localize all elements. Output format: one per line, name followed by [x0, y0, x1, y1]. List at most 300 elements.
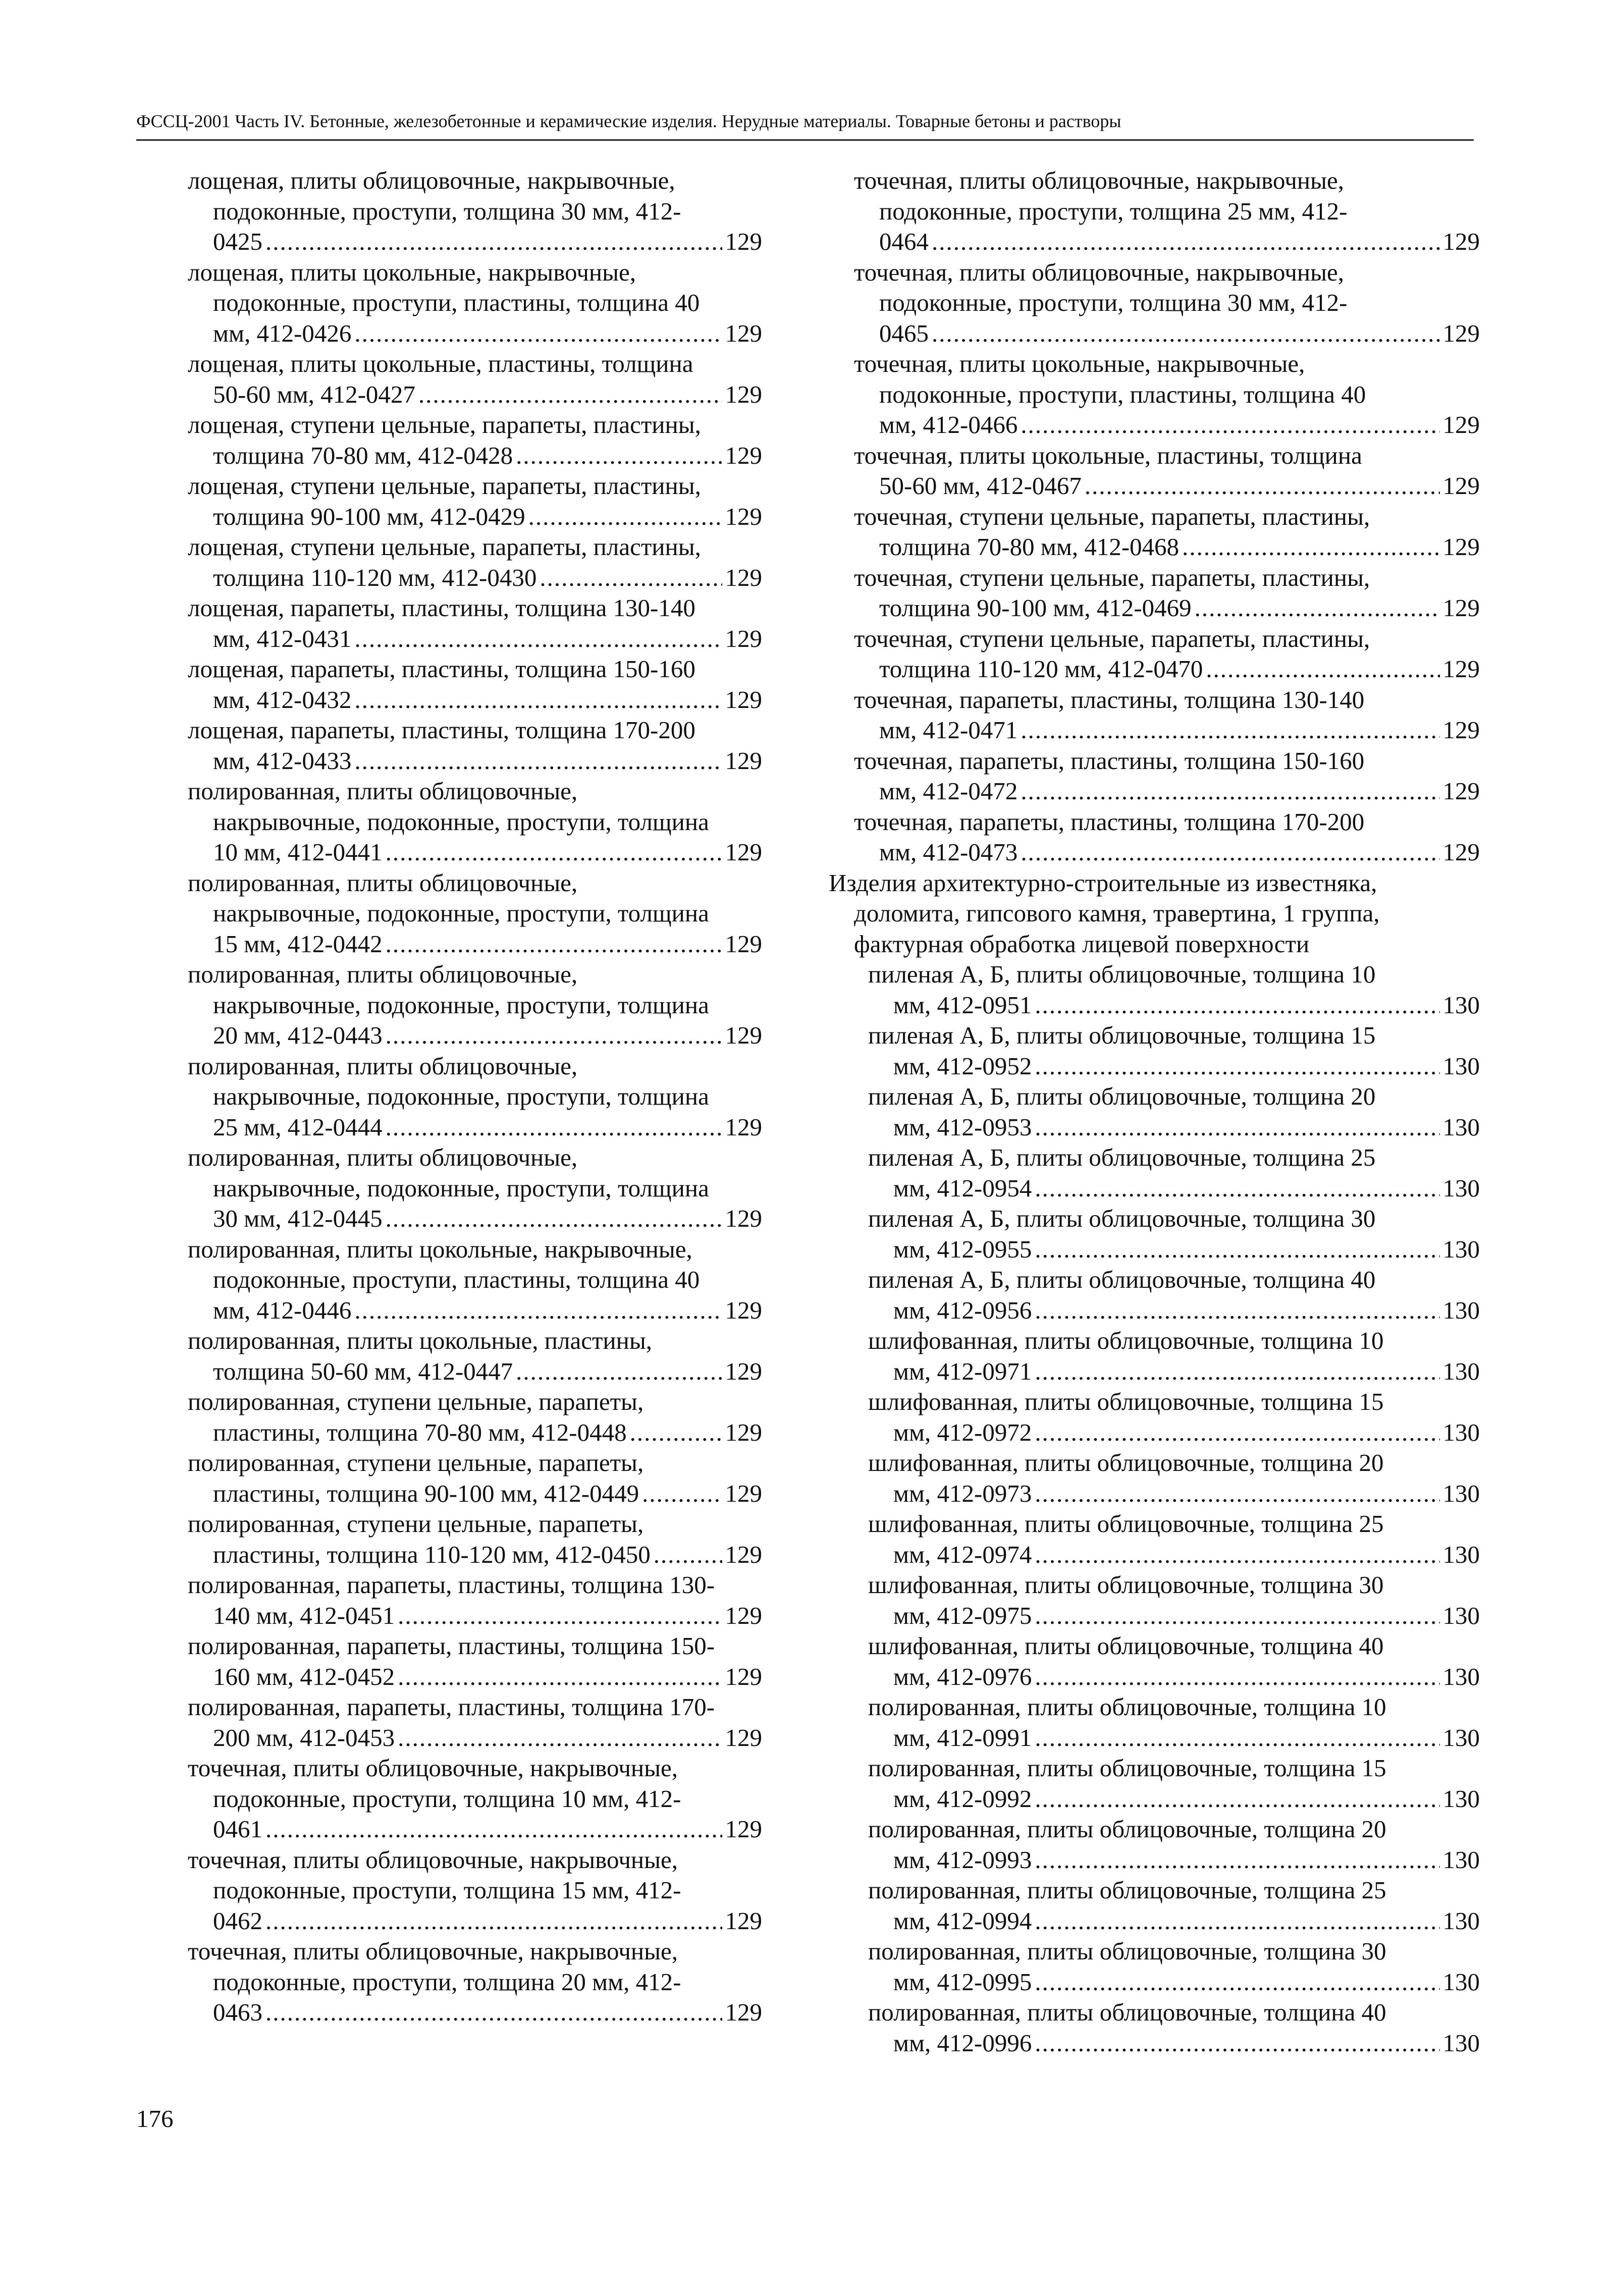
entry-page-number: 129: [725, 1662, 762, 1690]
entry-page-number: 129: [725, 1540, 762, 1568]
dot-leader: [932, 318, 1440, 349]
entry-page-number: 129: [725, 380, 762, 408]
entry-leader-line: [893, 1967, 1480, 1998]
dot-leader: [1035, 1417, 1439, 1448]
entry-page-number: 130: [1442, 1235, 1480, 1263]
dot-leader: [265, 1906, 722, 1937]
entry-leader-line: [893, 1356, 1480, 1387]
index-entry: [868, 1875, 1480, 1936]
index-entry: [188, 1509, 762, 1570]
entry-code: мм, 412-0446: [213, 1296, 352, 1324]
entry-text: шлифованная, плиты облицовочные, толщина 30: [868, 1571, 1384, 1599]
entry-page-number: 130: [1442, 1113, 1480, 1141]
entry-page-number: 129: [725, 685, 762, 714]
entry-text: полированная, плиты облицовочные, толщина 30: [868, 1937, 1386, 1965]
index-entry: [854, 257, 1480, 349]
entry-text: полированная, ступени цельные, парапеты,: [188, 1449, 644, 1477]
index-entry: [188, 1234, 762, 1326]
dot-leader: [528, 502, 722, 532]
entry-leader-line: [213, 1723, 762, 1754]
index-entry: [868, 1387, 1480, 1448]
entry-leader-line: [879, 654, 1480, 685]
entry-page-number: 130: [1442, 1601, 1480, 1629]
entry-text: точечная, плиты цокольные, пластины, толщина: [854, 441, 1362, 469]
entry-text: полированная, плиты облицовочные,: [188, 1052, 578, 1080]
entry-page-number: 129: [725, 838, 762, 866]
entry-leader-line: [893, 1784, 1480, 1815]
group-heading-line: фактурная обработка лицевой поверхности: [854, 930, 1310, 958]
entry-text: точечная, парапеты, пластины, толщина 150-160: [854, 746, 1365, 775]
dot-leader: [1035, 1784, 1439, 1815]
entry-leader-line: [879, 593, 1480, 624]
dot-leader: [1035, 1295, 1439, 1326]
entry-text: полированная, ступени цельные, парапеты,: [188, 1388, 644, 1415]
entry-leader-line: [213, 1020, 762, 1051]
dot-leader: [932, 227, 1440, 257]
entry-text: точечная, плиты облицовочные, накрывочные,: [188, 1937, 678, 1965]
entry-page-number: 130: [1442, 1662, 1480, 1690]
dot-leader: [386, 1020, 722, 1051]
entry-text: полированная, плиты цокольные, накрывочные,: [188, 1235, 692, 1263]
entry-text: пиленая А, Б, плиты облицовочные, толщина 25: [868, 1143, 1376, 1171]
index-entry: [188, 868, 762, 960]
entry-leader-line: [213, 1356, 762, 1387]
entry-page-number: 130: [1442, 1052, 1480, 1080]
entry-page-number: 129: [725, 1601, 762, 1629]
dot-leader: [354, 318, 722, 349]
dot-leader: [630, 1417, 722, 1448]
entry-page-number: 130: [1442, 1845, 1480, 1874]
entry-page-number: 129: [725, 624, 762, 652]
entry-leader-line: [893, 990, 1480, 1021]
entry-leader-line: [213, 929, 762, 960]
dot-leader: [386, 1204, 722, 1234]
entry-code: мм, 412-0472: [879, 777, 1018, 805]
entry-page-number: 129: [725, 502, 762, 530]
index-entry: [868, 1265, 1480, 1326]
entry-code: 140 мм, 412-0451: [213, 1601, 395, 1629]
entry-code: пластины, толщина 110-120 мм, 412-0450: [213, 1540, 651, 1568]
entry-text: подоконные, проступи, толщина 20 мм, 412-: [213, 1967, 681, 1996]
index-entry: [854, 807, 1480, 868]
entry-code: 0463: [213, 1998, 262, 2026]
dot-leader: [1035, 1601, 1439, 1631]
entry-page-number: 130: [1442, 1174, 1480, 1202]
entry-leader-line: [213, 1540, 762, 1570]
index-entry: [868, 1020, 1480, 1081]
entry-text: точечная, плиты облицовочные, накрывочные,: [188, 1845, 678, 1874]
entry-leader-line: [213, 563, 762, 593]
dot-leader: [418, 379, 722, 410]
entry-text: лощеная, ступени цельные, парапеты, пластины,: [188, 411, 701, 439]
index-entry: [188, 1753, 762, 1845]
index-entry: [188, 1570, 762, 1631]
index-entry: [854, 685, 1480, 746]
dot-leader: [1206, 654, 1439, 685]
entry-leader-line: [893, 1051, 1480, 1082]
entry-leader-line: [213, 1997, 762, 2028]
entry-text: пиленая А, Б, плиты облицовочные, толщина 30: [868, 1205, 1376, 1232]
dot-leader: [354, 746, 722, 777]
group-heading: [829, 868, 1480, 960]
entry-page-number: 130: [1442, 1967, 1480, 1996]
dot-leader: [265, 1997, 722, 2028]
entry-text: шлифованная, плиты облицовочные, толщина 25: [868, 1510, 1384, 1538]
entry-code: мм, 412-0471: [879, 716, 1018, 744]
entry-code: мм, 412-0996: [893, 2029, 1032, 2057]
entry-code: мм, 412-0995: [893, 1967, 1032, 1996]
entry-leader-line: [893, 1601, 1480, 1631]
entry-text: точечная, парапеты, пластины, толщина 130-140: [854, 685, 1365, 714]
entry-code: 0425: [213, 228, 262, 255]
dot-leader: [1021, 776, 1439, 807]
entry-leader-line: [213, 227, 762, 257]
dot-leader: [1035, 1479, 1439, 1509]
entry-leader-line: [893, 1234, 1480, 1265]
right-column: [829, 166, 1480, 2058]
index-entry: [854, 563, 1480, 624]
entry-page-number: 130: [1442, 2029, 1480, 2057]
entry-text: полированная, парапеты, пластины, толщина 170-: [188, 1693, 715, 1721]
entry-text: лощеная, ступени цельные, парапеты, пластины,: [188, 533, 701, 561]
dot-leader: [398, 1662, 722, 1692]
dot-leader: [1035, 1051, 1439, 1082]
dot-leader: [398, 1723, 722, 1754]
index-entry: [188, 1631, 762, 1692]
index-entry: [188, 471, 762, 532]
index-entry: [868, 1081, 1480, 1142]
entry-page-number: 130: [1442, 991, 1480, 1019]
entry-page-number: 129: [1442, 716, 1480, 744]
index-entry: [188, 532, 762, 593]
entry-leader-line: [893, 1112, 1480, 1143]
entry-text: полированная, плиты облицовочные, толщина 10: [868, 1693, 1386, 1721]
entry-text: пиленая А, Б, плиты облицовочные, толщина 20: [868, 1082, 1376, 1110]
dot-leader: [1021, 715, 1439, 746]
entry-text: накрывочные, подоконные, проступи, толщина: [213, 1082, 709, 1110]
entry-leader-line: [213, 318, 762, 349]
dot-leader: [1035, 1356, 1439, 1387]
dot-leader: [1035, 1723, 1439, 1754]
entry-code: толщина 70-80 мм, 412-0428: [213, 441, 513, 469]
entry-leader-line: [879, 776, 1480, 807]
entry-page-number: 130: [1442, 1906, 1480, 1935]
entry-code: мм, 412-0972: [893, 1418, 1032, 1446]
dot-leader: [1035, 1540, 1439, 1570]
index-entry: [868, 1631, 1480, 1692]
entry-code: 15 мм, 412-0442: [213, 930, 383, 958]
entry-page-number: 129: [725, 930, 762, 958]
entry-code: мм, 412-0992: [893, 1784, 1032, 1813]
entry-text: точечная, плиты цокольные, накрывочные,: [854, 350, 1305, 377]
index-entry: [188, 349, 762, 410]
dot-leader: [516, 1356, 722, 1387]
entry-text: точечная, плиты облицовочные, накрывочные,: [854, 258, 1345, 286]
index-entry: [868, 1997, 1480, 2058]
entry-page-number: 129: [1442, 472, 1480, 500]
entry-code: мм, 412-0973: [893, 1479, 1032, 1507]
entry-page-number: 129: [1442, 319, 1480, 347]
entry-page-number: 129: [1442, 655, 1480, 683]
entry-text: подоконные, проступи, толщина 30 мм, 412-: [879, 289, 1348, 316]
dot-leader: [1035, 1234, 1439, 1265]
entry-text: пиленая А, Б, плиты облицовочные, толщина 10: [868, 960, 1376, 988]
running-header: ФССЦ-2001 Часть IV. Бетонные, железобетонные и керамические изделия. Нерудные материалы. Товарные бетоны и растворы: [136, 111, 1121, 131]
entry-leader-line: [213, 502, 762, 532]
entry-text: точечная, ступени цельные, парапеты, пластины,: [854, 624, 1370, 652]
index-entry: [854, 746, 1480, 807]
entry-text: полированная, плиты облицовочные, толщина 25: [868, 1876, 1386, 1904]
entry-code: толщина 70-80 мм, 412-0468: [879, 533, 1179, 561]
entry-text: точечная, плиты облицовочные, накрывочные,: [854, 167, 1345, 194]
index-entry: [854, 502, 1480, 563]
entry-text: накрывочные, подоконные, проступи, толщина: [213, 1174, 709, 1202]
entry-leader-line: [879, 715, 1480, 746]
entry-code: мм, 412-0952: [893, 1052, 1032, 1080]
entry-page-number: 129: [725, 746, 762, 775]
entry-leader-line: [213, 1601, 762, 1631]
index-entry: [188, 1142, 762, 1234]
index-entry: [868, 1570, 1480, 1631]
entry-leader-line: [213, 624, 762, 654]
entry-code: мм, 412-0955: [893, 1235, 1032, 1263]
dot-leader: [265, 227, 722, 257]
entry-page-number: 129: [725, 1021, 762, 1049]
entry-text: точечная, парапеты, пластины, толщина 170-200: [854, 807, 1365, 836]
entry-page-number: 129: [725, 1479, 762, 1507]
dot-leader: [398, 1601, 722, 1631]
entry-page-number: 130: [1442, 1784, 1480, 1813]
entry-page-number: 129: [725, 1357, 762, 1385]
dot-leader: [354, 685, 722, 716]
entry-leader-line: [893, 1540, 1480, 1570]
dot-leader: [1035, 1967, 1439, 1998]
dot-leader: [265, 1814, 722, 1845]
entry-text: полированная, плиты облицовочные,: [188, 960, 578, 988]
entry-page-number: 129: [725, 1906, 762, 1935]
index-entry: [188, 654, 762, 715]
entry-leader-line: [893, 1723, 1480, 1754]
entry-code: мм, 412-0432: [213, 685, 352, 714]
entry-code: 0462: [213, 1906, 262, 1935]
entry-code: 0464: [879, 228, 929, 255]
entry-code: мм, 412-0976: [893, 1662, 1032, 1690]
index-entry: [188, 1051, 762, 1143]
dot-leader: [1035, 1173, 1439, 1204]
entry-code: 50-60 мм, 412-0427: [213, 380, 415, 408]
entry-code: мм, 412-0954: [893, 1174, 1032, 1202]
entry-text: подоконные, проступи, толщина 25 мм, 412-: [879, 197, 1348, 225]
entry-text: подоконные, проступи, пластины, толщина 40: [213, 1266, 700, 1293]
entry-page-number: 129: [725, 1998, 762, 2026]
entry-code: мм, 412-0956: [893, 1296, 1032, 1324]
entry-page-number: 130: [1442, 1723, 1480, 1752]
index-entry: [868, 1326, 1480, 1387]
dot-leader: [1035, 2028, 1439, 2059]
entry-leader-line: [213, 685, 762, 716]
entry-text: накрывочные, подоконные, проступи, толщина: [213, 991, 709, 1019]
index-entry: [188, 410, 762, 471]
entry-code: 30 мм, 412-0445: [213, 1205, 383, 1232]
entry-text: пиленая А, Б, плиты облицовочные, толщина 15: [868, 1021, 1376, 1049]
entry-leader-line: [893, 1662, 1480, 1692]
entry-text: накрывочные, подоконные, проступи, толщина: [213, 807, 709, 836]
entry-text: подоконные, проступи, пластины, толщина 40: [879, 380, 1366, 408]
dot-leader: [354, 1295, 722, 1326]
entry-page-number: 130: [1442, 1357, 1480, 1385]
entry-text: полированная, плиты облицовочные, толщина 20: [868, 1815, 1386, 1843]
entry-code: мм, 412-0953: [893, 1113, 1032, 1141]
dot-leader: [1035, 1112, 1439, 1143]
entry-leader-line: [879, 410, 1480, 441]
entry-page-number: 130: [1442, 1540, 1480, 1568]
dot-leader: [1035, 990, 1439, 1021]
left-column: [188, 166, 762, 2028]
dot-leader: [1035, 1662, 1439, 1692]
entry-text: полированная, плиты облицовочные, толщина 15: [868, 1754, 1386, 1782]
entry-text: лощеная, парапеты, пластины, толщина 130-140: [188, 594, 695, 622]
index-entry: [868, 1509, 1480, 1570]
dot-leader: [1182, 532, 1439, 563]
entry-page-number: 129: [725, 1723, 762, 1752]
entry-code: мм, 412-0433: [213, 746, 352, 775]
dot-leader: [354, 624, 722, 654]
index-entry: [868, 1204, 1480, 1265]
entry-code: мм, 412-0431: [213, 624, 352, 652]
entry-leader-line: [213, 1906, 762, 1937]
index-entry: [188, 1326, 762, 1387]
index-entry: [188, 1936, 762, 2028]
entry-text: лощеная, парапеты, пластины, толщина 170-200: [188, 716, 695, 744]
index-entry: [868, 1142, 1480, 1204]
entry-page-number: 130: [1442, 1479, 1480, 1507]
index-entry: [188, 257, 762, 349]
entry-leader-line: [213, 1814, 762, 1845]
entry-text: шлифованная, плиты облицовочные, толщина 20: [868, 1449, 1384, 1477]
group-heading-line: Изделия архитектурно-строительные из известняка,: [829, 868, 1377, 897]
entry-leader-line: [213, 837, 762, 868]
entry-page-number: 129: [725, 228, 762, 255]
entry-text: точечная, плиты облицовочные, накрывочные,: [188, 1754, 678, 1782]
dot-leader: [654, 1540, 722, 1570]
index-entry: [854, 624, 1480, 685]
index-entry: [188, 959, 762, 1051]
entry-leader-line: [879, 532, 1480, 563]
entry-code: толщина 50-60 мм, 412-0447: [213, 1357, 513, 1385]
entry-leader-line: [213, 1479, 762, 1509]
entry-text: полированная, плиты облицовочные, толщина 40: [868, 1998, 1386, 2026]
entry-leader-line: [893, 1845, 1480, 1876]
entry-code: толщина 90-100 мм, 412-0469: [879, 594, 1192, 622]
entry-leader-line: [213, 1662, 762, 1692]
entry-leader-line: [879, 227, 1480, 257]
index-entry: [868, 959, 1480, 1020]
dot-leader: [1021, 410, 1439, 441]
entry-text: накрывочные, подоконные, проступи, толщина: [213, 899, 709, 927]
entry-leader-line: [893, 1417, 1480, 1448]
entry-code: мм, 412-0975: [893, 1601, 1032, 1629]
dot-leader: [516, 441, 722, 471]
entry-text: полированная, плиты облицовочные,: [188, 1143, 578, 1171]
entry-code: пластины, толщина 90-100 мм, 412-0449: [213, 1479, 639, 1507]
entry-text: лощеная, плиты облицовочные, накрывочные,: [188, 167, 675, 194]
entry-text: лощеная, плиты цокольные, пластины, толщина: [188, 350, 693, 377]
entry-page-number: 129: [1442, 411, 1480, 439]
entry-code: 160 мм, 412-0452: [213, 1662, 395, 1690]
entry-page-number: 130: [1442, 1296, 1480, 1324]
entry-text: полированная, парапеты, пластины, толщина 130-: [188, 1571, 715, 1599]
entry-page-number: 129: [1442, 838, 1480, 866]
entry-text: шлифованная, плиты облицовочные, толщина 10: [868, 1327, 1384, 1354]
index-entry: [854, 166, 1480, 257]
index-entry: [854, 349, 1480, 441]
entry-text: полированная, парапеты, пластины, толщина 150-: [188, 1632, 715, 1660]
entry-page-number: 129: [725, 1418, 762, 1446]
entry-page-number: 129: [1442, 777, 1480, 805]
entry-text: полированная, ступени цельные, парапеты,: [188, 1510, 644, 1538]
entry-page-number: 129: [725, 1815, 762, 1843]
dot-leader: [1195, 593, 1440, 624]
entry-code: 20 мм, 412-0443: [213, 1021, 383, 1049]
entry-text: лощеная, парапеты, пластины, толщина 150-160: [188, 655, 695, 683]
entry-text: пиленая А, Б, плиты облицовочные, толщина 40: [868, 1266, 1376, 1293]
entry-code: мм, 412-0951: [893, 991, 1032, 1019]
entry-page-number: 129: [725, 563, 762, 591]
entry-page-number: 129: [725, 319, 762, 347]
entry-code: 0465: [879, 319, 929, 347]
entry-leader-line: [213, 746, 762, 777]
entry-text: точечная, ступени цельные, парапеты, пластины,: [854, 502, 1370, 530]
entry-text: подоконные, проступи, толщина 10 мм, 412-: [213, 1784, 681, 1813]
entry-leader-line: [213, 441, 762, 471]
entry-leader-line: [893, 1906, 1480, 1937]
index-entry: [188, 166, 762, 257]
entry-leader-line: [893, 1479, 1480, 1509]
page-number: 176: [136, 2105, 174, 2133]
entry-code: 200 мм, 412-0453: [213, 1723, 395, 1752]
index-entry: [868, 1814, 1480, 1875]
entry-text: полированная, плиты облицовочные,: [188, 777, 578, 805]
entry-code: мм, 412-0993: [893, 1845, 1032, 1874]
entry-page-number: 129: [1442, 594, 1480, 622]
dot-leader: [540, 563, 722, 593]
entry-page-number: 129: [1442, 228, 1480, 255]
index-entry: [188, 1448, 762, 1509]
entry-code: мм, 412-0994: [893, 1906, 1032, 1935]
entry-code: 10 мм, 412-0441: [213, 838, 383, 866]
dot-leader: [642, 1479, 722, 1509]
entry-page-number: 129: [1442, 533, 1480, 561]
index-entry: [188, 1387, 762, 1448]
index-entry: [188, 715, 762, 776]
entry-code: толщина 110-120 мм, 412-0430: [213, 563, 537, 591]
entry-leader-line: [879, 471, 1480, 502]
entry-text: точечная, ступени цельные, парапеты, пластины,: [854, 563, 1370, 591]
index-entry: [868, 1753, 1480, 1814]
entry-code: мм, 412-0426: [213, 319, 352, 347]
entry-leader-line: [879, 318, 1480, 349]
entry-leader-line: [213, 1417, 762, 1448]
entry-text: полированная, плиты цокольные, пластины,: [188, 1327, 652, 1354]
entry-page-number: 129: [725, 1113, 762, 1141]
index-entry: [188, 1845, 762, 1937]
entry-code: пластины, толщина 70-80 мм, 412-0448: [213, 1418, 627, 1446]
entry-leader-line: [893, 1295, 1480, 1326]
right-column-entries-part-2: [854, 959, 1480, 2058]
entry-code: мм, 412-0473: [879, 838, 1018, 866]
entry-page-number: 129: [725, 1205, 762, 1232]
dot-leader: [1035, 1906, 1439, 1937]
